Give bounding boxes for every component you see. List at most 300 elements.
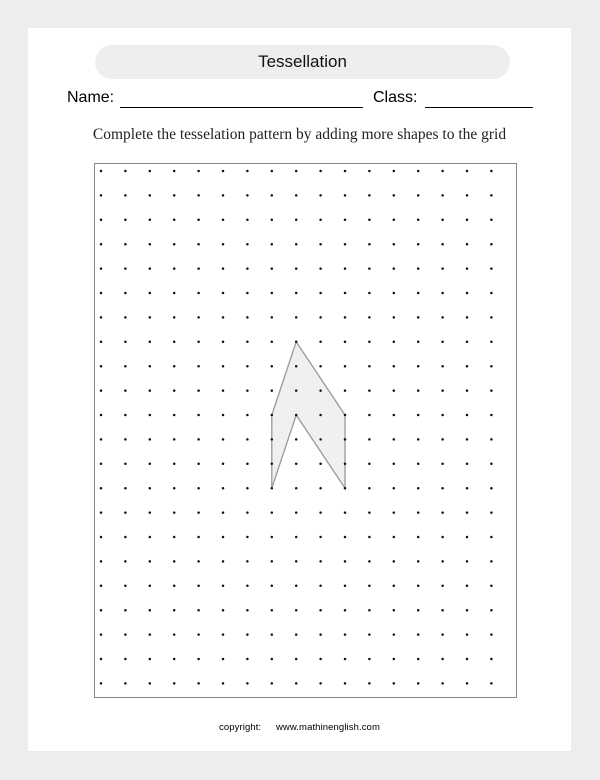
grid-dot — [295, 487, 298, 490]
grid-dot — [344, 414, 347, 417]
grid-dot — [393, 536, 396, 539]
grid-dot — [149, 267, 152, 270]
grid-dot — [197, 389, 200, 392]
dot-grid[interactable] — [95, 164, 518, 699]
grid-dot — [197, 682, 200, 685]
grid-dot — [368, 414, 371, 417]
grid-dot — [173, 609, 176, 612]
grid-dot — [246, 389, 249, 392]
grid-dot — [368, 170, 371, 173]
grid-dot — [271, 341, 274, 344]
grid-dot — [149, 633, 152, 636]
grid-dot — [368, 585, 371, 588]
grid-dot — [100, 316, 103, 319]
footer — [28, 722, 571, 733]
grid-dot — [393, 267, 396, 270]
grid-dot — [271, 194, 274, 197]
grid-dot — [173, 389, 176, 392]
grid-dot — [197, 194, 200, 197]
grid-dot — [319, 609, 322, 612]
grid-dot — [222, 511, 225, 513]
grid-dot — [490, 536, 493, 539]
grid-dot — [344, 463, 347, 466]
grid-dot — [100, 658, 103, 661]
grid-dot — [295, 609, 298, 612]
grid-dot — [295, 292, 298, 295]
grid-dot — [149, 292, 152, 295]
grid-dot — [173, 243, 176, 246]
grid-dot — [149, 194, 152, 197]
grid-dot — [246, 292, 249, 295]
grid-dot — [344, 609, 347, 612]
grid-dot — [295, 389, 298, 392]
grid-dot — [417, 341, 420, 344]
grid-dot — [149, 219, 152, 222]
grid-dot — [490, 219, 493, 222]
grid-dot — [100, 609, 103, 612]
grid-dot — [490, 682, 493, 685]
grid-dot — [466, 414, 469, 417]
grid-dot — [368, 487, 371, 490]
grid-dot — [124, 292, 127, 295]
grid-dot — [466, 536, 469, 539]
grid-dot — [319, 267, 322, 270]
grid-dot — [295, 511, 298, 513]
grid-dot — [149, 560, 152, 563]
grid-dot — [466, 682, 469, 685]
grid-dot — [466, 243, 469, 246]
grid-dot — [393, 170, 396, 173]
grid-dot — [197, 511, 200, 513]
grid-dot — [490, 658, 493, 661]
grid-dot — [100, 170, 103, 173]
grid-dot — [222, 267, 225, 270]
grid-dot — [124, 682, 127, 685]
grid-dot — [149, 658, 152, 661]
grid-dot — [393, 487, 396, 490]
grid-dot — [197, 536, 200, 539]
grid-dot — [124, 560, 127, 563]
grid-dot — [319, 511, 322, 513]
grid-dot — [271, 560, 274, 563]
grid-dot — [222, 243, 225, 246]
grid-dot — [393, 243, 396, 246]
grid-dot — [246, 560, 249, 563]
grid-dot — [124, 267, 127, 270]
grid-dot — [100, 511, 103, 513]
grid-dot — [271, 536, 274, 539]
grid-dot — [393, 365, 396, 368]
grid-dot — [100, 292, 103, 295]
grid-dot — [124, 463, 127, 466]
site-link[interactable]: www.mathinenglish.com — [275, 722, 380, 733]
grid-dot — [271, 487, 274, 490]
grid-dot — [149, 170, 152, 173]
grid-dot — [246, 170, 249, 173]
grid-dot — [222, 219, 225, 222]
grid-dot — [344, 267, 347, 270]
grid-dot — [246, 341, 249, 344]
grid-dot — [100, 219, 103, 222]
grid-dot — [295, 365, 298, 368]
grid-dot — [197, 487, 200, 490]
grid-dot — [344, 560, 347, 563]
grid-dot — [124, 585, 127, 588]
grid-dot — [490, 170, 493, 173]
grid-dot — [295, 633, 298, 636]
grid-dot — [490, 194, 493, 197]
grid-dot — [271, 219, 274, 222]
grid-dot — [319, 682, 322, 685]
grid-dot — [368, 463, 371, 466]
grid-dot — [466, 194, 469, 197]
grid-dot — [124, 170, 127, 173]
grid-dot — [197, 316, 200, 319]
grid-dot — [124, 365, 127, 368]
grid-dot — [319, 243, 322, 246]
grid-dot — [490, 633, 493, 636]
grid-dot — [271, 292, 274, 295]
name-line[interactable] — [120, 107, 363, 108]
grid-dot — [466, 267, 469, 270]
grid-dot — [246, 316, 249, 319]
grid-dot — [222, 414, 225, 417]
grid-dot — [441, 609, 444, 612]
grid-dot — [344, 316, 347, 319]
grid-dot — [271, 511, 274, 513]
grid-dot — [417, 609, 420, 612]
grid-dot — [344, 682, 347, 685]
grid-dot — [417, 194, 420, 197]
grid-dot — [222, 487, 225, 490]
grid-dot — [344, 511, 347, 513]
grid-dot — [393, 585, 396, 588]
grid-dot — [368, 511, 371, 513]
grid-dot — [197, 243, 200, 246]
grid-dot — [393, 560, 396, 563]
grid-dot — [319, 219, 322, 222]
grid-dot — [417, 243, 420, 246]
grid-dot — [417, 292, 420, 295]
grid-dot — [466, 316, 469, 319]
grid-dot — [441, 560, 444, 563]
grid-dot — [319, 292, 322, 295]
grid-dot — [222, 560, 225, 563]
grid-dot — [100, 560, 103, 563]
grid-dot — [222, 341, 225, 344]
grid-dot — [246, 414, 249, 417]
grid-dot — [368, 341, 371, 344]
grid-dot — [344, 243, 347, 246]
class-line[interactable] — [425, 107, 533, 108]
grid-dot — [466, 658, 469, 661]
grid-dot — [173, 633, 176, 636]
grid-dot — [295, 463, 298, 466]
grid-dot — [441, 633, 444, 636]
grid-dot — [295, 194, 298, 197]
grid-dot — [466, 609, 469, 612]
grid-dot — [393, 341, 396, 344]
tessellation-shape — [272, 342, 345, 488]
grid-dot — [441, 463, 444, 466]
grid-dot — [319, 585, 322, 588]
grid-dot — [197, 560, 200, 563]
grid-dot — [149, 365, 152, 368]
grid-dot — [197, 438, 200, 441]
grid-dot — [490, 609, 493, 612]
grid-dot — [319, 658, 322, 661]
worksheet-page — [28, 28, 571, 751]
grid-dot — [441, 267, 444, 270]
grid-dot — [100, 267, 103, 270]
grid-dot — [295, 170, 298, 173]
grid-dot — [124, 316, 127, 319]
grid-dot — [319, 463, 322, 466]
grid-dot — [490, 511, 493, 513]
grid-dot — [319, 341, 322, 344]
grid-dot — [417, 682, 420, 685]
grid-dot — [417, 585, 420, 588]
grid-dot — [393, 414, 396, 417]
grid-dot — [246, 511, 249, 513]
grid-dot — [295, 243, 298, 246]
grid-dot — [173, 365, 176, 368]
grid-dot — [490, 463, 493, 466]
grid-dot — [393, 511, 396, 513]
grid-dot — [149, 536, 152, 539]
grid-dot — [197, 585, 200, 588]
grid-dot — [417, 414, 420, 417]
grid-dot — [417, 267, 420, 270]
grid-dot — [197, 267, 200, 270]
grid-dot — [271, 585, 274, 588]
grid-dot — [295, 438, 298, 441]
grid-dot — [173, 267, 176, 270]
grid-dot — [271, 414, 274, 417]
grid-dot — [441, 389, 444, 392]
grid-dot — [417, 633, 420, 636]
grid-dot — [173, 511, 176, 513]
grid-dot — [393, 633, 396, 636]
grid-dot — [490, 341, 493, 344]
grid-dot — [222, 365, 225, 368]
grid-dot — [393, 609, 396, 612]
grid-dot — [295, 414, 298, 417]
grid-dot — [344, 365, 347, 368]
grid-dot — [344, 536, 347, 539]
grid-dot — [368, 194, 371, 197]
grid-dot — [222, 194, 225, 197]
grid-dot — [417, 560, 420, 563]
grid-dot — [368, 633, 371, 636]
name-class-row — [67, 89, 537, 111]
grid-dot — [271, 463, 274, 466]
grid-dot — [100, 585, 103, 588]
grid-dot — [368, 292, 371, 295]
grid-dot — [319, 170, 322, 173]
grid-dot — [393, 438, 396, 441]
grid-dot — [271, 633, 274, 636]
grid-dot — [466, 585, 469, 588]
grid-dot — [100, 389, 103, 392]
grid-dot — [441, 438, 444, 441]
grid-dot — [393, 389, 396, 392]
grid-dot — [100, 536, 103, 539]
grid-dot — [417, 658, 420, 661]
grid-dot — [417, 487, 420, 490]
grid-dot — [149, 438, 152, 441]
grid-dot — [271, 438, 274, 441]
grid-dot — [344, 170, 347, 173]
grid-dot — [319, 414, 322, 417]
grid-dot — [344, 633, 347, 636]
grid-dot — [490, 365, 493, 368]
grid-dot — [124, 389, 127, 392]
grid-dot — [246, 633, 249, 636]
grid-dot — [173, 316, 176, 319]
grid-dot — [466, 292, 469, 295]
grid-dot — [417, 389, 420, 392]
grid-dot — [441, 316, 444, 319]
grid-dot — [393, 292, 396, 295]
grid-dot — [124, 487, 127, 490]
grid-dot — [393, 194, 396, 197]
grid-dot — [149, 414, 152, 417]
grid-dot — [368, 389, 371, 392]
grid-dot — [344, 292, 347, 295]
grid-dot — [466, 438, 469, 441]
grid-dot — [319, 316, 322, 319]
grid-dot — [246, 463, 249, 466]
grid-dot — [271, 316, 274, 319]
grid-dot — [222, 585, 225, 588]
grid-dot — [173, 292, 176, 295]
grid-dot — [490, 243, 493, 246]
grid-dot — [197, 463, 200, 466]
grid-dot — [149, 682, 152, 685]
grid-dot — [368, 316, 371, 319]
grid-dot — [197, 292, 200, 295]
grid-dot — [295, 219, 298, 222]
grid-dot — [197, 170, 200, 173]
grid-dot — [368, 365, 371, 368]
name-label: Name: — [67, 89, 115, 106]
grid-dot — [319, 487, 322, 490]
grid-dot — [246, 219, 249, 222]
grid-dot — [271, 267, 274, 270]
grid-dot — [222, 682, 225, 685]
grid-dot — [100, 633, 103, 636]
grid-dot — [222, 536, 225, 539]
grid-dot — [124, 194, 127, 197]
grid-dot — [173, 682, 176, 685]
grid-dot — [393, 463, 396, 466]
grid-dot — [100, 487, 103, 490]
grid-dot — [344, 585, 347, 588]
grid-dot — [319, 365, 322, 368]
grid-dot — [197, 365, 200, 368]
grid-dot — [222, 463, 225, 466]
grid-dot — [271, 389, 274, 392]
grid-dot — [124, 243, 127, 246]
grid-dot — [441, 487, 444, 490]
grid-dot — [246, 365, 249, 368]
grid-dot — [490, 560, 493, 563]
grid-dot — [393, 682, 396, 685]
grid-dot — [149, 463, 152, 466]
grid-dot — [149, 585, 152, 588]
grid-dot — [441, 341, 444, 344]
grid-dot — [100, 341, 103, 344]
grid-dot — [124, 511, 127, 513]
grid-dot — [417, 536, 420, 539]
grid-dot — [246, 438, 249, 441]
grid-dot — [149, 243, 152, 246]
grid-dot — [222, 316, 225, 319]
grid-dot — [368, 658, 371, 661]
grid-dot — [466, 365, 469, 368]
grid-dot — [124, 438, 127, 441]
grid-dot — [441, 219, 444, 222]
grid-dot — [222, 389, 225, 392]
grid-dot — [417, 316, 420, 319]
grid-dot — [173, 536, 176, 539]
grid-dot — [441, 170, 444, 173]
grid-dot — [417, 463, 420, 466]
grid-dot — [368, 560, 371, 563]
grid-dot — [246, 609, 249, 612]
grid-dot — [197, 658, 200, 661]
grid-dot — [295, 682, 298, 685]
grid-dot — [295, 585, 298, 588]
grid-dot — [100, 365, 103, 368]
grid-dot — [441, 536, 444, 539]
grid-dot — [271, 682, 274, 685]
grid-dot — [417, 170, 420, 173]
grid-dot — [344, 341, 347, 344]
grid-dot — [368, 219, 371, 222]
grid-dot — [124, 609, 127, 612]
grid-dot — [271, 609, 274, 612]
grid-dot — [295, 560, 298, 563]
grid-dot — [393, 316, 396, 319]
grid-dot — [466, 511, 469, 513]
grid-dot — [173, 438, 176, 441]
grid-dot — [344, 438, 347, 441]
grid-dot — [124, 414, 127, 417]
grid-dot — [441, 194, 444, 197]
grid-dot — [295, 316, 298, 319]
grid-dot — [490, 414, 493, 417]
grid-dot — [222, 658, 225, 661]
grid-dot — [173, 487, 176, 490]
grid-dot — [441, 292, 444, 295]
grid-dot — [295, 341, 298, 344]
grid-dot — [417, 511, 420, 513]
worksheet-title: Tessellation — [95, 45, 510, 79]
grid-dot — [466, 633, 469, 636]
grid-dot — [344, 219, 347, 222]
grid-dot — [173, 341, 176, 344]
grid-dot — [100, 414, 103, 417]
grid-dot — [490, 267, 493, 270]
grid-dot — [490, 316, 493, 319]
grid-dot — [271, 658, 274, 661]
grid-dot — [466, 389, 469, 392]
grid-dot — [368, 609, 371, 612]
grid-dot — [222, 170, 225, 173]
grid-dot — [417, 438, 420, 441]
